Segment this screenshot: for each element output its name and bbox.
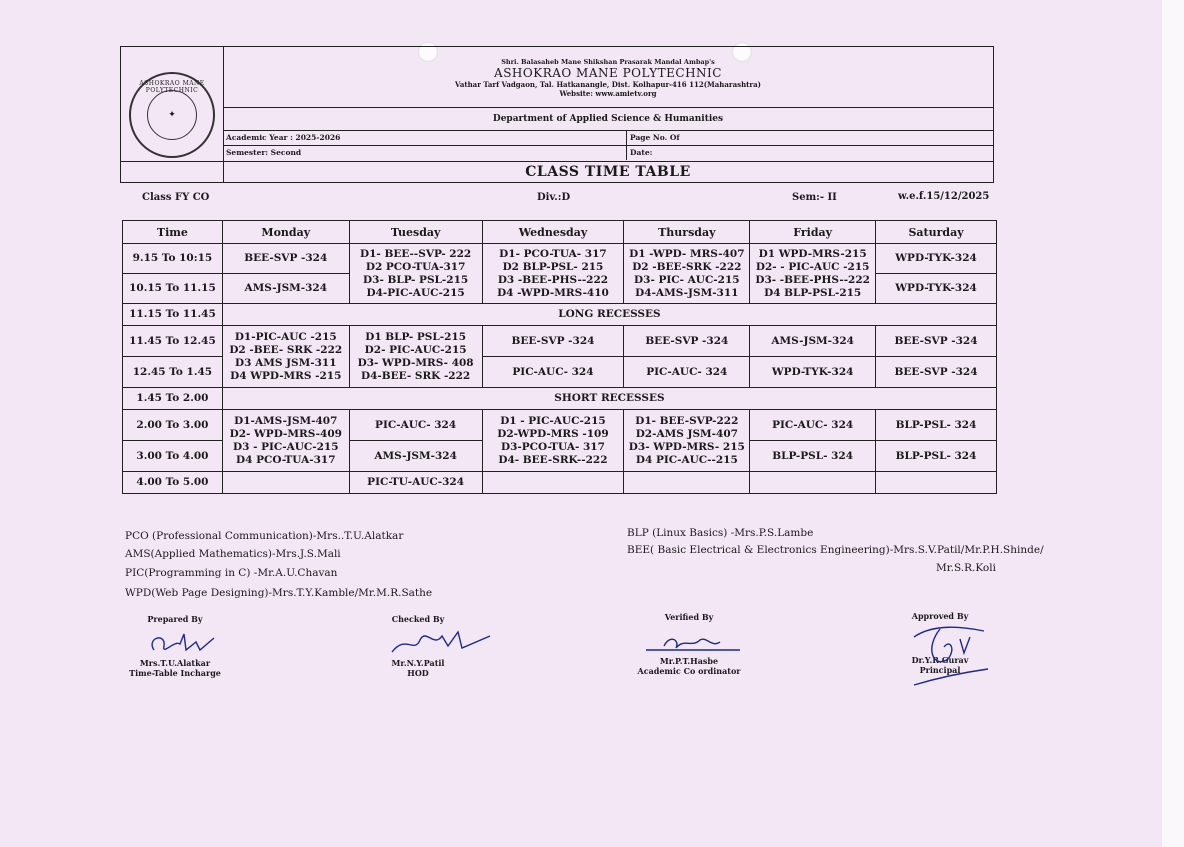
timetable — [122, 220, 997, 494]
signature-role: Prepared By — [147, 614, 203, 624]
batch-line: D1- PCO-TUA- 317 — [499, 247, 607, 260]
batch-line: D4 PCO-TUA-317 — [236, 453, 336, 466]
batch-line: D1 -WPD- MRS-407 — [629, 247, 745, 260]
lecture-cell: BEE-SVP -324 — [482, 326, 624, 357]
lecture-cell — [349, 326, 482, 388]
batch-line: D3 -BEE-PHS--222 — [497, 273, 609, 286]
legend-item: BEE( Basic Electrical & Electronics Engineering)-Mrs.S.V.Patil/Mr.P.H.Shinde/ — [627, 544, 1044, 556]
batch-line: D3- PIC- AUC-215 — [634, 273, 740, 286]
recess-row — [123, 304, 997, 326]
recess-row — [123, 388, 997, 410]
institute-logo — [129, 72, 215, 158]
batch-line: D1 WPD-MRS-215 — [758, 247, 867, 260]
time-cell: 1.45 To 2.00 — [123, 388, 223, 410]
signature-image — [640, 626, 750, 660]
batch-line: D3- -BEE-PHS--222 — [755, 273, 870, 286]
time-cell: 11.15 To 11.45 — [123, 304, 223, 326]
lecture-cell: BEE-SVP -324 — [876, 357, 997, 388]
date: Date: — [630, 148, 653, 157]
page-edge — [1162, 0, 1184, 847]
batch-line: D2- PIC-AUC-215 — [364, 343, 467, 356]
batch-line: D2-WPD-MRS -109 — [497, 427, 609, 440]
signatory-title: HOD — [407, 668, 429, 678]
signature-prepared — [120, 614, 230, 678]
table-header-row — [123, 221, 997, 244]
empty-cell — [222, 472, 349, 494]
signature-approved — [900, 611, 980, 675]
signature-checked — [368, 614, 468, 678]
document-header — [120, 46, 994, 183]
emblem-icon: ✦ — [147, 90, 197, 140]
column-header: Tuesday — [349, 221, 482, 244]
lecture-cell: AMS-JSM-324 — [349, 441, 482, 472]
lecture-cell — [750, 244, 876, 304]
signatory-name: Mr.P.T.Hasbe — [659, 656, 719, 666]
legend-item: PIC(Programming in C) -Mr.A.U.Chavan — [125, 567, 338, 579]
time-cell: 2.00 To 3.00 — [123, 410, 223, 441]
column-header: Thursday — [624, 221, 750, 244]
lecture-cell: BLP-PSL- 324 — [876, 441, 997, 472]
lecture-cell: BEE-SVP -324 — [876, 326, 997, 357]
batch-line: D1 - PIC-AUC-215 — [500, 414, 606, 427]
column-header: Friday — [750, 221, 876, 244]
column-header: Time — [123, 221, 223, 244]
recess-cell: SHORT RECESSES — [222, 388, 996, 410]
batch-line: D2- - PIC-AUC -215 — [755, 260, 870, 273]
lecture-cell: PIC-AUC- 324 — [750, 410, 876, 441]
semester-label: Sem:- II — [792, 192, 837, 203]
batch-line: D3 - PIC-AUC-215 — [233, 440, 339, 453]
logo-text: ASHOKRAO MANE POLYTECHNIC — [139, 79, 205, 94]
signatory-name: Mr.N.Y.Patil — [391, 658, 445, 668]
batch-line: D4- BEE-SRK--222 — [498, 453, 608, 466]
lecture-cell — [482, 410, 624, 472]
institute-block — [223, 47, 993, 108]
empty-cell — [876, 472, 997, 494]
department-name: Department of Applied Science & Humanities — [223, 108, 993, 131]
time-cell: 12.45 To 1.45 — [123, 357, 223, 388]
page-number: Page No. Of — [630, 133, 680, 142]
column-header: Wednesday — [482, 221, 624, 244]
batch-line: D4 WPD-MRS -215 — [230, 369, 342, 382]
batch-line: D1-AMS-JSM-407 — [234, 414, 338, 427]
batch-line: D3 AMS JSM-311 — [235, 356, 337, 369]
semester: Semester: Second — [223, 146, 627, 160]
empty-cell — [624, 472, 750, 494]
batch-line: D3- WPD-MRS- 408 — [357, 356, 474, 369]
batch-line: D2-AMS JSM-407 — [635, 427, 738, 440]
lecture-cell: WPD-TYK-324 — [750, 357, 876, 388]
batch-line: D4 BLP-PSL-215 — [764, 286, 862, 299]
legend-item: AMS(Applied Mathematics)-Mrs.J.S.Mali — [125, 548, 341, 560]
legend-item: PCO (Professional Communication)-Mrs..T.U.Alatkar — [125, 530, 404, 542]
lecture-cell — [222, 326, 349, 388]
batch-line: D2 -BEE-SRK -222 — [632, 260, 742, 273]
batch-line: D3- WPD-MRS- 215 — [628, 440, 745, 453]
lecture-cell — [482, 244, 624, 304]
batch-line: D3- BLP- PSL-215 — [363, 273, 469, 286]
batch-line: D3-PCO-TUA- 317 — [501, 440, 605, 453]
signature-image — [904, 619, 994, 689]
signature-role: Checked By — [391, 614, 445, 624]
signature-image — [386, 624, 496, 662]
institute-website: Website: www.amietv.org — [559, 89, 657, 98]
signature-role: Approved By — [911, 611, 969, 621]
batch-line: D2 BLP-PSL- 215 — [502, 260, 604, 273]
society-name: Shri. Balasaheb Mane Shikshan Prasarak Mandal Ambap's — [501, 58, 715, 66]
batch-line: D2- WPD-MRS-409 — [229, 427, 342, 440]
lecture-cell: PIC-TU-AUC-324 — [349, 472, 482, 494]
time-cell: 3.00 To 4.00 — [123, 441, 223, 472]
effective-date: w.e.f.15/12/2025 — [898, 191, 990, 202]
page-title: CLASS TIME TABLE — [525, 164, 691, 180]
signatory-name: Mrs.T.U.Alatkar — [139, 658, 211, 668]
batch-line: D2 -BEE- SRK -222 — [229, 343, 343, 356]
signature-role: Verified By — [664, 612, 714, 622]
institute-name: ASHOKRAO MANE POLYTECHNIC — [494, 66, 722, 80]
signatory-title: Principal — [919, 665, 961, 675]
meta-row — [223, 131, 993, 146]
lecture-cell: PIC-AUC- 324 — [624, 357, 750, 388]
institute-info — [223, 47, 993, 160]
lecture-cell — [349, 244, 482, 304]
batch-line: D1- BEE--SVP- 222 — [360, 247, 472, 260]
lecture-cell: WPD-TYK-324 — [876, 244, 997, 274]
empty-cell — [482, 472, 624, 494]
batch-line: D1- BEE-SVP-222 — [635, 414, 739, 427]
class-label: Class FY CO — [142, 192, 210, 203]
division-label: Div.:D — [537, 192, 571, 203]
legend-item: Mr.S.R.Koli — [936, 562, 996, 574]
batch-line: D1-PIC-AUC -215 — [234, 330, 337, 343]
time-cell: 11.45 To 12.45 — [123, 326, 223, 357]
signatory-title: Academic Co ordinator — [637, 666, 741, 676]
lecture-cell: PIC-AUC- 324 — [482, 357, 624, 388]
table-row — [123, 326, 997, 357]
time-cell: 9.15 To 10:15 — [123, 244, 223, 274]
batch-line: D4-AMS-JSM-311 — [635, 286, 739, 299]
column-header: Saturday — [876, 221, 997, 244]
lecture-cell: BLP-PSL- 324 — [876, 410, 997, 441]
time-cell: 10.15 To 11.15 — [123, 274, 223, 304]
recess-cell: LONG RECESSES — [222, 304, 996, 326]
meta-row — [223, 146, 993, 160]
signatory-name: Dr.Y.R.Gurav — [911, 655, 969, 665]
batch-line: D2 PCO-TUA-317 — [365, 260, 466, 273]
lecture-cell: AMS-JSM-324 — [750, 326, 876, 357]
lecture-cell: PIC-AUC- 324 — [349, 410, 482, 441]
legend-item: WPD(Web Page Designing)-Mrs.T.Y.Kamble/Mr.M.R.Sathe — [125, 587, 433, 599]
batch-line: D4 -WPD-MRS-410 — [497, 286, 609, 299]
batch-line: D4 PIC-AUC--215 — [635, 453, 738, 466]
academic-year: Academic Year : 2025-2026 — [223, 131, 627, 145]
lecture-cell — [222, 410, 349, 472]
batch-line: D4-PIC-AUC-215 — [366, 286, 465, 299]
signature-image — [144, 628, 224, 662]
empty-cell — [750, 472, 876, 494]
lecture-cell — [624, 410, 750, 472]
lecture-cell: BEE-SVP -324 — [624, 326, 750, 357]
batch-line: D1 BLP- PSL-215 — [365, 330, 467, 343]
institute-address: Vathar Tarf Vadgaon, Tal. Hatkanangle, Dist. Kolhapur-416 112(Maharashtra) — [455, 80, 761, 89]
batch-line: D4-BEE- SRK -222 — [361, 369, 471, 382]
table-row — [123, 244, 997, 274]
lecture-cell — [624, 244, 750, 304]
lecture-cell: BLP-PSL- 324 — [750, 441, 876, 472]
title-row — [121, 161, 993, 182]
signatory-title: Time-Table Incharge — [129, 668, 221, 678]
table-row — [123, 472, 997, 494]
lecture-cell: AMS-JSM-324 — [222, 274, 349, 304]
time-cell: 4.00 To 5.00 — [123, 472, 223, 494]
column-header: Monday — [222, 221, 349, 244]
legend-item: BLP (Linux Basics) -Mrs.P.S.Lambe — [627, 527, 814, 539]
signature-verified — [636, 612, 742, 676]
lecture-cell: WPD-TYK-324 — [876, 274, 997, 304]
lecture-cell: BEE-SVP -324 — [222, 244, 349, 274]
table-row — [123, 410, 997, 441]
